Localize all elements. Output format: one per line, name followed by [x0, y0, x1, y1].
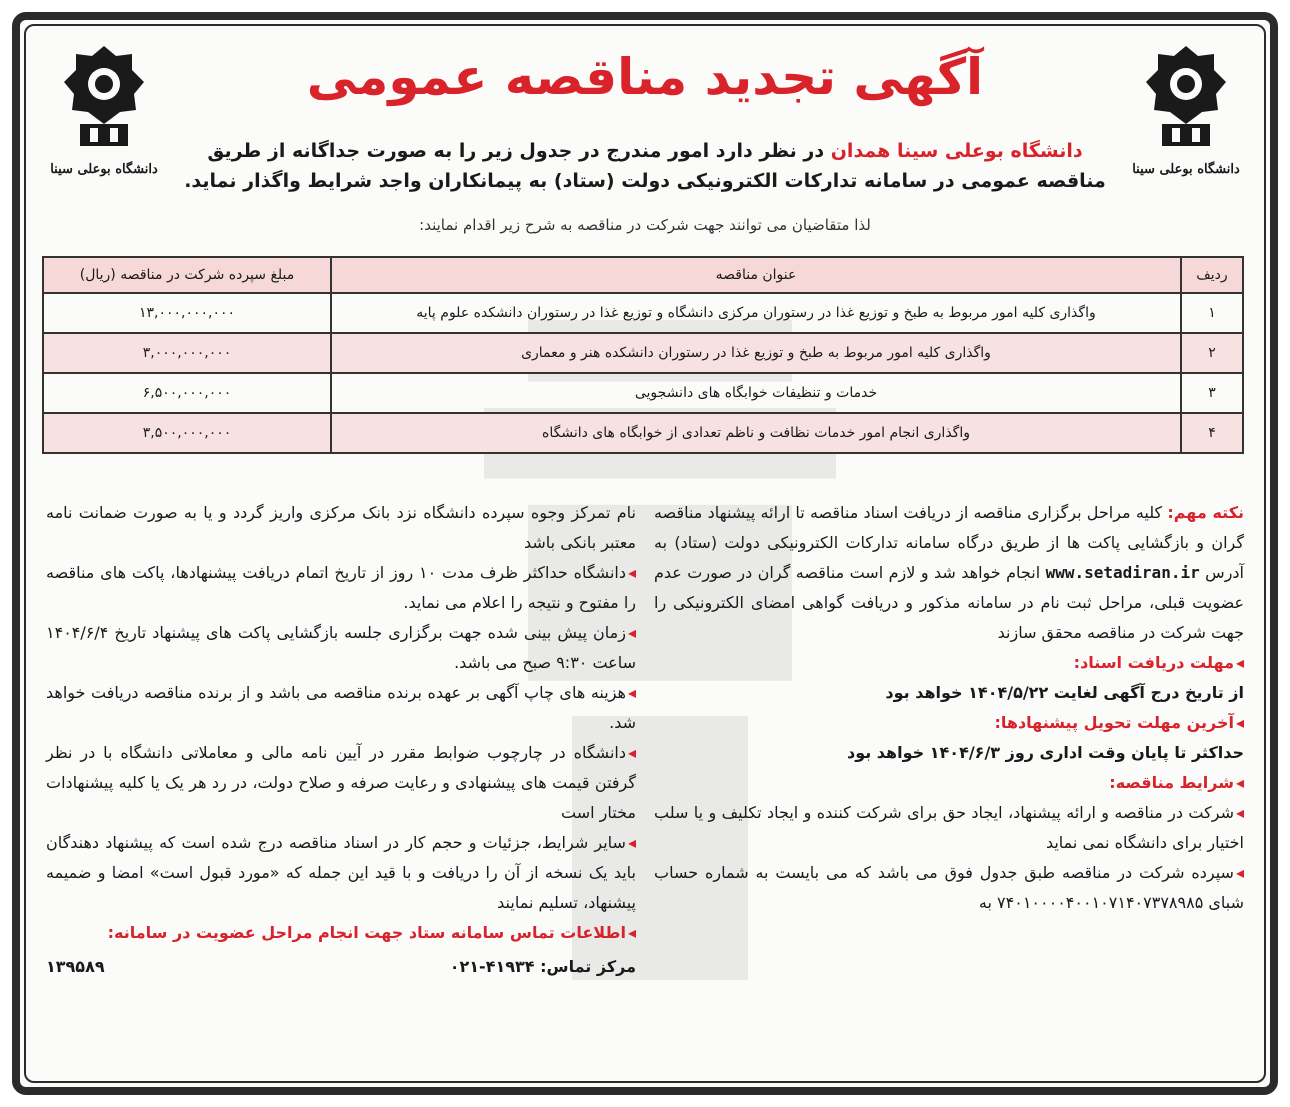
deadline-docs-heading	[654, 648, 1244, 678]
contact-center: مرکز تماس: ۴۱۹۳۴-۰۲۱	[449, 957, 636, 976]
header	[20, 20, 1270, 256]
contact-row	[46, 952, 636, 982]
logo-caption: دانشگاه بوعلی سینا	[50, 162, 158, 177]
condition-2-text: سپرده شرکت در مناقصه طبق جدول فوق می باشد که می بایست به شماره حساب شبای ۷۴۰۱۰۰۰۰۴۰۰۱۰۷۱۴۰۷۳۷۸۹۸۵ به	[654, 863, 1244, 912]
row-number: ۲	[1181, 333, 1243, 373]
university-emblem-icon	[1138, 42, 1234, 160]
bullet-icon: ◂	[627, 623, 636, 642]
university-logo-right	[1126, 42, 1246, 177]
bullet-icon: ◂	[627, 923, 636, 942]
row-number: ۴	[1181, 413, 1243, 453]
deadline-docs-text: از تاریخ درج آگهی لغایت ۱۴۰۴/۵/۲۲ خواهد بود	[885, 683, 1244, 702]
left-item-3	[46, 618, 636, 678]
left-paragraph-1: نام تمرکز وجوه سپرده دانشگاه نزد بانک مرکزی واریز گردد و یا به صورت ضمانت نامه معتبر بانکی باشد	[46, 503, 636, 552]
note-text: کلیه مراحل برگزاری مناقصه از دریافت اسناد مناقصه تا ارائه پیشنهاد مناقصه گران و بازگشایی پاکت ها از طریق درگاه سامانه تدارکات الکترونیکی دولت (ستاد) به آدرس	[654, 503, 1244, 582]
row-title: واگذاری انجام امور خدمات نظافت و ناظم تعدادی از خوابگاه های دانشگاه	[331, 413, 1181, 453]
row-title: واگذاری کلیه امور مربوط به طبخ و توزیع غذا در رستوران مرکزی دانشگاه و توزیع غذا در رستوران دانشکده علوم پایه	[331, 293, 1181, 333]
table-row	[43, 333, 1243, 373]
page-title: آگهی تجدید مناقصه عمومی	[306, 48, 984, 106]
table-row	[43, 293, 1243, 333]
intro-text: امور مندرج در جدول زیر را به صورت جداگانه از طریق مناقصه عمومی در سامانه تدارکات الکترونیکی دولت (ستاد) به پیمانکاران واجد شرایط واگذار نماید.	[184, 140, 1106, 192]
col-header-title: عنوان مناقصه	[331, 257, 1181, 293]
left-item-3-text: زمان پیش بینی شده جهت برگزاری جلسه بازگشایی پاکت های پیشنهاد تاریخ ۱۴۰۴/۶/۴ ساعت ۹:۳۰ صبح می باشد.	[46, 623, 636, 672]
tender-table	[42, 256, 1244, 454]
setad-url-link[interactable]: www.setadiran.ir	[1045, 563, 1200, 582]
row-number: ۱	[1181, 293, 1243, 333]
row-deposit: ۳,۰۰۰,۰۰۰,۰۰۰	[43, 333, 331, 373]
university-emblem-icon	[56, 42, 152, 160]
university-logo-left	[44, 42, 164, 177]
bullet-icon: ◂	[1235, 863, 1244, 882]
logo-caption: دانشگاه بوعلی سینا	[1132, 162, 1240, 177]
contact-label: اطلاعات تماس سامانه ستاد جهت انجام مراحل عضویت در سامانه:	[107, 923, 626, 942]
table-row	[43, 373, 1243, 413]
note-label: نکته مهم:	[1167, 503, 1245, 522]
sub-intro: لذا متقاضیان می توانند جهت شرکت در مناقصه به شرح زیر اقدام نمایند:	[419, 216, 871, 234]
contact-heading	[46, 918, 636, 948]
bullet-icon: ◂	[627, 743, 636, 762]
conditions-heading	[654, 768, 1244, 798]
col-header-deposit: مبلغ سپرده شرکت در مناقصه (ریال)	[43, 257, 331, 293]
condition-1-text: شرکت در مناقصه و ارائه پیشنهاد، ایجاد حق برای شرکت کننده و ایجاد تکلیف و یا سلب اختیار برای دانشگاه نمی نماید	[654, 803, 1244, 852]
bullet-icon: ◂	[1235, 653, 1244, 672]
contact-alt-number: ۱۳۹۵۸۹	[46, 957, 105, 976]
org-name: دانشگاه بوعلی سینا همدان	[830, 140, 1083, 162]
row-title: واگذاری کلیه امور مربوط به طبخ و توزیع غذا در رستوران دانشکده هنر و معماری	[331, 333, 1181, 373]
left-column	[46, 498, 636, 982]
left-item-2-text: دانشگاه حداکثر ظرف مدت ۱۰ روز از تاریخ اتمام دریافت پیشنهادها، پاکت های مناقصه را مفتوح و نتیجه را اعلام می نماید.	[46, 563, 636, 612]
bullet-icon: ◂	[1235, 713, 1244, 732]
left-item-5-text: دانشگاه در چارچوب ضوابط مقرر در آیین نامه مالی و معاملاتی دانشگاه با در نظر گرفتن قیمت های پیشنهادی و رعایت صرفه و صلاح دولت، در رد هر یک یا کلیه پیشنهادات مختار است	[46, 743, 636, 822]
important-note	[654, 498, 1244, 648]
deadline-bids-text: حداکثر تا پایان وقت اداری روز ۱۴۰۴/۶/۳ خواهد بود	[846, 743, 1244, 762]
left-item-4	[46, 678, 636, 738]
row-deposit: ۱۳,۰۰۰,۰۰۰,۰۰۰	[43, 293, 331, 333]
row-deposit: ۳,۵۰۰,۰۰۰,۰۰۰	[43, 413, 331, 453]
note-text-2: انجام خواهد شد و لازم است مناقصه گران در صورت عدم عضویت قبلی، مراحل ثبت نام در سامانه مذکور و دریافت گواهی امضای الکترونیکی را جهت شرکت در مناقصه محقق سازند	[654, 563, 1244, 642]
right-column	[654, 498, 1244, 918]
condition-2	[654, 858, 1244, 918]
bullet-icon: ◂	[627, 833, 636, 852]
table-row	[43, 413, 1243, 453]
deadline-bids-heading	[654, 708, 1244, 738]
condition-1	[654, 798, 1244, 858]
deadline-bids-label: آخرین مهلت تحویل پیشنهادها:	[994, 713, 1234, 732]
left-item-4-text: هزینه های چاپ آگهی بر عهده برنده مناقصه می باشد و از برنده مناقصه دریافت خواهد شد.	[46, 683, 636, 732]
bullet-icon: ◂	[1235, 773, 1244, 792]
deadline-docs-label: مهلت دریافت اسناد:	[1073, 653, 1234, 672]
conditions-label: شرایط مناقصه:	[1109, 773, 1234, 792]
ad-frame	[12, 12, 1278, 1095]
table-header-row	[43, 257, 1243, 293]
row-deposit: ۶,۵۰۰,۰۰۰,۰۰۰	[43, 373, 331, 413]
col-header-row-number: ردیف	[1181, 257, 1243, 293]
intro-connector: در نظر دارد	[709, 140, 831, 162]
row-title: خدمات و تنظیفات خوابگاه های دانشجویی	[331, 373, 1181, 413]
bullet-icon: ◂	[1235, 803, 1244, 822]
bullet-icon: ◂	[627, 683, 636, 702]
row-number: ۳	[1181, 373, 1243, 413]
left-item-5	[46, 738, 636, 828]
left-item-2	[46, 558, 636, 618]
intro-paragraph	[180, 136, 1110, 196]
bullet-icon: ◂	[627, 563, 637, 582]
left-item-6-text: سایر شرایط، جزئیات و حجم کار در اسناد مناقصه درج شده است که پیشنهاد دهندگان باید یک نسخه از آن را دریافت و با قید این جمله که «مورد قبول است» امضا و ضمیمه پیشنهاد، تسلیم نمایند	[46, 833, 636, 912]
left-item-6	[46, 828, 636, 918]
